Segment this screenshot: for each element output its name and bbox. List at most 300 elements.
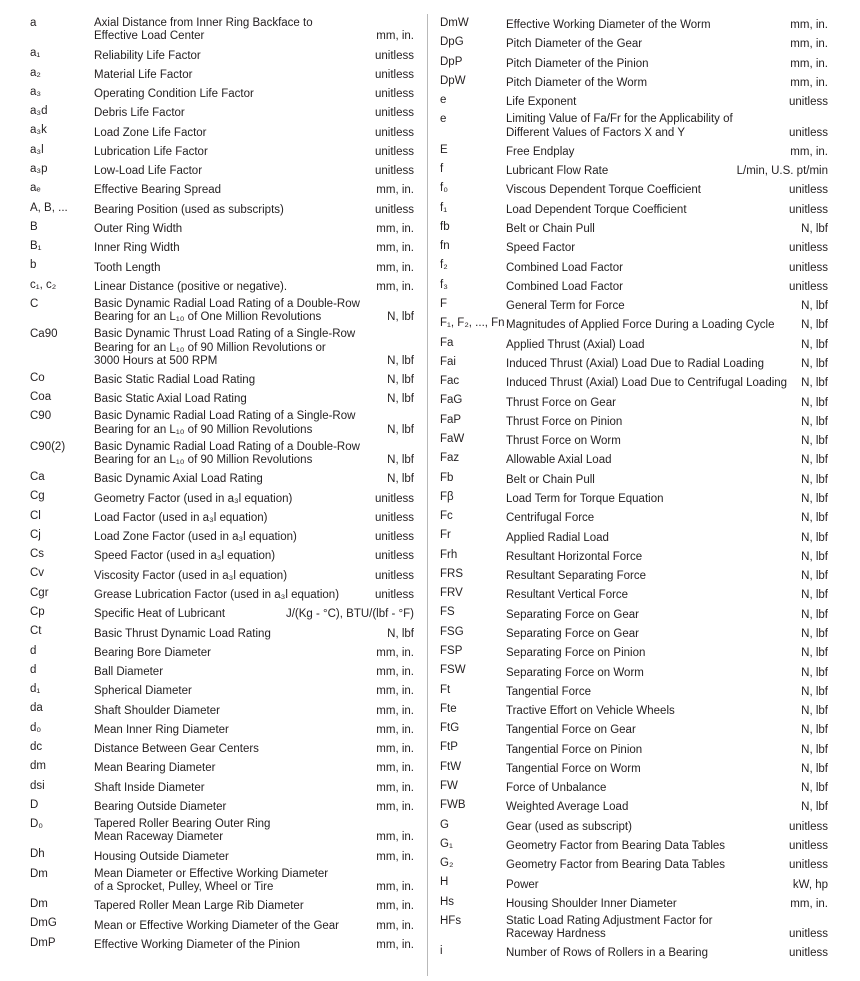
description: Lubrication Life Factor bbox=[94, 145, 208, 158]
nomenclature-row bbox=[440, 491, 828, 510]
symbol: D₀ bbox=[30, 818, 44, 831]
unit: N, lbf bbox=[801, 550, 828, 563]
unit: N, lbf bbox=[801, 377, 828, 390]
description: Housing Shoulder Inner Diameter bbox=[506, 897, 677, 910]
symbol: dc bbox=[30, 741, 43, 754]
description: Magnitudes of Applied Force During a Loading Cycle bbox=[506, 319, 775, 332]
unit: unitless bbox=[375, 203, 414, 216]
nomenclature-row bbox=[30, 702, 414, 721]
description: Basic Dynamic Radial Load Rating of a Double-Row Bearing for an L₁₀ of One Million Revolutions bbox=[94, 297, 360, 324]
description: Housing Outside Diameter bbox=[94, 850, 229, 863]
nomenclature-row bbox=[30, 567, 414, 586]
nomenclature-row bbox=[440, 780, 828, 799]
nomenclature-row bbox=[440, 741, 828, 760]
unit: unitless bbox=[789, 820, 828, 833]
symbol: f₃ bbox=[440, 278, 448, 291]
symbol: da bbox=[30, 702, 43, 715]
nomenclature-row bbox=[440, 568, 828, 587]
description: Effective Working Diameter of the Worm bbox=[506, 19, 711, 32]
description: Tooth Length bbox=[94, 261, 161, 274]
description: Gear (used as subscript) bbox=[506, 820, 632, 833]
unit: N, lbf bbox=[801, 705, 828, 718]
description: Combined Load Factor bbox=[506, 280, 623, 293]
symbol: f₀ bbox=[440, 182, 448, 195]
description: Induced Thrust (Axial) Load Due to Centrifugal Loading bbox=[506, 377, 788, 390]
symbol: FtP bbox=[440, 741, 458, 754]
unit: N, lbf bbox=[801, 666, 828, 679]
nomenclature-row bbox=[440, 645, 828, 664]
unit: mm, in. bbox=[790, 145, 828, 158]
symbol: FSP bbox=[440, 645, 463, 658]
description: Static Load Rating Adjustment Factor for Raceway Hardness bbox=[506, 914, 713, 941]
description: Power bbox=[506, 878, 539, 891]
description: Speed Factor bbox=[506, 242, 576, 255]
unit: N, lbf bbox=[387, 393, 414, 406]
symbol: FtW bbox=[440, 760, 462, 773]
description: Load Zone Factor (used in a₃l equation) bbox=[94, 531, 297, 544]
description: Low-Load Life Factor bbox=[94, 165, 203, 178]
nomenclature-row bbox=[30, 144, 414, 163]
nomenclature-row bbox=[440, 761, 828, 780]
unit: unitless bbox=[375, 107, 414, 120]
symbol: Cj bbox=[30, 528, 41, 541]
symbol: DmG bbox=[30, 917, 57, 930]
symbol: Cg bbox=[30, 490, 45, 503]
unit: unitless bbox=[789, 242, 828, 255]
symbol: FaW bbox=[440, 432, 465, 445]
description: Force of Unbalance bbox=[506, 782, 607, 795]
unit: N, lbf bbox=[387, 354, 414, 367]
symbol: d bbox=[30, 663, 37, 676]
nomenclature-row bbox=[30, 664, 414, 683]
symbol: FSG bbox=[440, 625, 464, 638]
symbol: DpP bbox=[440, 55, 463, 68]
symbol: Fai bbox=[440, 355, 456, 368]
description: Axial Distance from Inner Ring Backface to Effective Load Center bbox=[94, 17, 313, 43]
symbol: D bbox=[30, 798, 39, 811]
symbol: d bbox=[30, 644, 37, 657]
nomenclature-row bbox=[30, 124, 414, 143]
description: Inner Ring Width bbox=[94, 242, 180, 255]
unit: mm, in. bbox=[376, 919, 414, 932]
unit: N, lbf bbox=[801, 589, 828, 602]
nomenclature-row bbox=[440, 337, 828, 356]
nomenclature-row bbox=[30, 410, 414, 440]
unit: N, lbf bbox=[801, 570, 828, 583]
nomenclature-row bbox=[30, 917, 414, 936]
nomenclature-row bbox=[440, 414, 828, 433]
nomenclature-row bbox=[30, 645, 414, 664]
unit: unitless bbox=[375, 492, 414, 505]
symbol: Frh bbox=[440, 548, 458, 561]
description: Induced Thrust (Axial) Load Due to Radial Loading bbox=[506, 358, 765, 370]
description: Resultant Vertical Force bbox=[506, 589, 629, 602]
nomenclature-row bbox=[440, 915, 828, 945]
nomenclature-row bbox=[440, 664, 828, 683]
unit: unitless bbox=[789, 859, 828, 872]
description: Tapered Roller Mean Large Rib Diameter bbox=[94, 900, 304, 913]
unit: N, lbf bbox=[387, 473, 414, 486]
description: Viscosity Factor (used in a₃l equation) bbox=[94, 569, 288, 582]
description: Linear Distance (positive or negative). bbox=[94, 280, 288, 293]
description: Reliability Life Factor bbox=[94, 49, 201, 62]
description: Geometry Factor (used in a₃l equation) bbox=[94, 492, 293, 505]
unit: mm, in. bbox=[790, 57, 828, 70]
nomenclature-row bbox=[440, 472, 828, 491]
nomenclature-row bbox=[30, 47, 414, 66]
nomenclature-row bbox=[30, 471, 414, 490]
nomenclature-row bbox=[30, 17, 414, 47]
description: Pitch Diameter of the Worm bbox=[506, 77, 648, 90]
unit: mm, in. bbox=[376, 781, 414, 794]
description: Speed Factor (used in a₃l equation) bbox=[94, 550, 276, 563]
description: Applied Thrust (Axial) Load bbox=[506, 338, 645, 351]
description: Belt or Chain Pull bbox=[506, 223, 595, 236]
symbol: FSW bbox=[440, 664, 466, 677]
symbol: A, B, ... bbox=[30, 201, 68, 214]
description: Effective Bearing Spread bbox=[94, 184, 222, 197]
unit: mm, in. bbox=[790, 77, 828, 90]
symbol: HFs bbox=[440, 914, 462, 927]
description: Debris Life Factor bbox=[94, 107, 185, 120]
nomenclature-row bbox=[30, 722, 414, 741]
unit: N, lbf bbox=[387, 453, 414, 466]
description: Tangential Force bbox=[506, 685, 592, 698]
symbol: Ft bbox=[440, 683, 451, 696]
description: Basic Dynamic Thrust Load Rating of a Single-Row Bearing for an L₁₀ of 90 Million Revolutions or 3000 Hours at 500 RPM bbox=[94, 328, 356, 367]
nomenclature-row bbox=[30, 780, 414, 799]
nomenclature-row bbox=[440, 394, 828, 413]
symbol: DmP bbox=[30, 936, 56, 949]
nomenclature-row bbox=[30, 760, 414, 779]
description: Tapered Roller Bearing Outer Ring Mean Raceway Diameter bbox=[94, 818, 271, 844]
symbol: e bbox=[440, 113, 447, 126]
unit: N, lbf bbox=[801, 358, 828, 370]
nomenclature-row bbox=[440, 240, 828, 259]
symbol: d₁ bbox=[30, 683, 41, 696]
unit: mm, in. bbox=[376, 743, 414, 756]
nomenclature-row bbox=[30, 683, 414, 702]
description: Separating Force on Pinion bbox=[506, 647, 646, 660]
nomenclature-row bbox=[440, 703, 828, 722]
nomenclature-row bbox=[440, 317, 828, 336]
nomenclature-row bbox=[30, 937, 414, 956]
nomenclature-row bbox=[440, 684, 828, 703]
unit: unitless bbox=[789, 280, 828, 293]
unit: N, lbf bbox=[801, 223, 828, 236]
nomenclature-row bbox=[440, 17, 828, 36]
description: Pitch Diameter of the Pinion bbox=[506, 57, 649, 70]
unit: mm, in. bbox=[376, 184, 414, 197]
symbol: Fte bbox=[440, 702, 457, 715]
symbol: a₂ bbox=[30, 66, 41, 79]
symbol: Fb bbox=[440, 471, 454, 484]
description: Thrust Force on Pinion bbox=[506, 415, 623, 428]
description: Bearing Bore Diameter bbox=[94, 646, 211, 659]
unit: unitless bbox=[375, 569, 414, 582]
unit: N, lbf bbox=[801, 300, 828, 313]
symbol: Cgr bbox=[30, 586, 49, 599]
nomenclature-row bbox=[440, 75, 828, 94]
unit: mm, in. bbox=[376, 704, 414, 717]
nomenclature-row bbox=[440, 356, 828, 375]
unit: unitless bbox=[789, 840, 828, 853]
description: Basic Static Radial Load Rating bbox=[94, 374, 256, 387]
unit: mm, in. bbox=[376, 280, 414, 293]
symbol: DpG bbox=[440, 36, 464, 49]
symbol: f₁ bbox=[440, 201, 448, 214]
description: Load Factor (used in a₃l equation) bbox=[94, 511, 268, 524]
symbol: Hs bbox=[440, 895, 455, 908]
unit: N, lbf bbox=[387, 627, 414, 640]
unit: mm, in. bbox=[376, 831, 414, 844]
description: Basic Dynamic Axial Load Rating bbox=[94, 473, 263, 486]
unit: mm, in. bbox=[376, 242, 414, 255]
description: Bearing Outside Diameter bbox=[94, 801, 227, 814]
unit: mm, in. bbox=[376, 261, 414, 274]
description: Tractive Effort on Vehicle Wheels bbox=[506, 705, 675, 718]
symbol: i bbox=[440, 945, 443, 958]
symbol: Co bbox=[30, 371, 45, 384]
nomenclature-row bbox=[440, 259, 828, 278]
symbol: Dh bbox=[30, 848, 45, 861]
description: Mean Diameter or Effective Working Diameter of a Sprocket, Pulley, Wheel or Tire bbox=[94, 867, 329, 893]
symbol: fb bbox=[440, 220, 450, 233]
description: Shaft Inside Diameter bbox=[94, 781, 205, 794]
description: Limiting Value of Fa/Fr for the Applicability of Different Values of Factors X and Y bbox=[506, 113, 733, 139]
nomenclature-row bbox=[30, 202, 414, 221]
description: Mean Bearing Diameter bbox=[94, 762, 216, 775]
symbol: C90(2) bbox=[30, 440, 66, 453]
nomenclature-row bbox=[30, 259, 414, 278]
nomenclature-row bbox=[440, 94, 828, 113]
unit: N, lbf bbox=[801, 647, 828, 660]
nomenclature-row bbox=[30, 529, 414, 548]
nomenclature-row bbox=[440, 279, 828, 298]
nomenclature-row bbox=[30, 372, 414, 391]
description: Applied Radial Load bbox=[506, 531, 609, 544]
description: Thrust Force on Worm bbox=[506, 435, 621, 448]
nomenclature-row bbox=[440, 549, 828, 568]
description: General Term for Force bbox=[506, 300, 625, 313]
symbol: F bbox=[440, 297, 448, 310]
symbol: F₁, F₂, ..., Fn bbox=[440, 317, 505, 330]
nomenclature-row bbox=[440, 626, 828, 645]
unit: N, lbf bbox=[801, 685, 828, 698]
nomenclature-row bbox=[30, 182, 414, 201]
nomenclature-row bbox=[30, 86, 414, 105]
unit: N, lbf bbox=[801, 724, 828, 737]
description: Resultant Separating Force bbox=[506, 570, 646, 583]
symbol: a₃d bbox=[30, 105, 48, 118]
nomenclature-row bbox=[30, 441, 414, 471]
description: Tangential Force on Gear bbox=[506, 724, 636, 737]
description: Outer Ring Width bbox=[94, 223, 183, 236]
symbol: c₁, c₂ bbox=[30, 278, 57, 291]
nomenclature-row bbox=[440, 510, 828, 529]
unit: N, lbf bbox=[387, 423, 414, 436]
unit: N, lbf bbox=[801, 531, 828, 544]
description: Belt or Chain Pull bbox=[506, 473, 595, 486]
symbol: FWB bbox=[440, 799, 466, 812]
unit: mm, in. bbox=[790, 897, 828, 910]
symbol: Dm bbox=[30, 898, 48, 911]
left-column bbox=[30, 17, 414, 956]
unit: mm, in. bbox=[790, 19, 828, 32]
symbol: B₁ bbox=[30, 240, 42, 253]
symbol: G₂ bbox=[440, 857, 454, 870]
nomenclature-row bbox=[30, 240, 414, 259]
description: Separating Force on Gear bbox=[506, 608, 639, 621]
description: Number of Rows of Rollers in a Bearing bbox=[506, 947, 708, 960]
nomenclature-row bbox=[440, 722, 828, 741]
description: Bearing Position (used as subscripts) bbox=[94, 203, 284, 216]
unit: unitless bbox=[789, 261, 828, 274]
description: Geometry Factor from Bearing Data Tables bbox=[506, 859, 726, 872]
nomenclature-row bbox=[440, 452, 828, 471]
unit: N, lbf bbox=[801, 782, 828, 795]
unit: mm, in. bbox=[376, 880, 414, 893]
unit: N, lbf bbox=[801, 338, 828, 351]
unit: mm, in. bbox=[376, 801, 414, 814]
unit: N, lbf bbox=[801, 319, 828, 332]
symbol: FRV bbox=[440, 587, 463, 600]
description: Shaft Shoulder Diameter bbox=[94, 704, 220, 717]
description: Load Zone Life Factor bbox=[94, 126, 207, 139]
symbol: FRS bbox=[440, 567, 463, 580]
unit: N, lbf bbox=[801, 435, 828, 448]
symbol: Cv bbox=[30, 567, 45, 580]
symbol: FaP bbox=[440, 413, 462, 426]
description: Mean or Effective Working Diameter of the Gear bbox=[94, 919, 340, 932]
description: Mean Inner Ring Diameter bbox=[94, 723, 229, 736]
description: Combined Load Factor bbox=[506, 261, 623, 274]
nomenclature-row bbox=[30, 587, 414, 606]
description: Basic Dynamic Radial Load Rating of a Double-Row Bearing for an L₁₀ of 90 Million Revolutions bbox=[94, 440, 360, 466]
unit: unitless bbox=[375, 49, 414, 62]
symbol: H bbox=[440, 876, 449, 889]
description: Basic Dynamic Radial Load Rating of a Single-Row Bearing for an L₁₀ of 90 Million Revolutions bbox=[94, 410, 356, 436]
symbol: Fa bbox=[440, 336, 454, 349]
description: Load Dependent Torque Coefficient bbox=[506, 203, 687, 216]
description: Basic Static Axial Load Rating bbox=[94, 393, 247, 406]
description: Pitch Diameter of the Gear bbox=[506, 38, 643, 51]
symbol: E bbox=[440, 143, 448, 156]
nomenclature-row bbox=[440, 144, 828, 163]
nomenclature-row bbox=[440, 857, 828, 876]
symbol: Ca bbox=[30, 471, 45, 484]
description: Viscous Dependent Torque Coefficient bbox=[506, 184, 701, 197]
symbol: f₂ bbox=[440, 259, 448, 272]
nomenclature-row bbox=[440, 375, 828, 394]
nomenclature-row bbox=[30, 490, 414, 509]
column-divider bbox=[427, 14, 428, 976]
nomenclature-row bbox=[440, 36, 828, 55]
unit: mm, in. bbox=[376, 723, 414, 736]
nomenclature-row bbox=[30, 741, 414, 760]
symbol: Faz bbox=[440, 452, 460, 465]
symbol: FS bbox=[440, 606, 455, 619]
nomenclature-row bbox=[30, 67, 414, 86]
description: Spherical Diameter bbox=[94, 685, 192, 698]
symbol: Fc bbox=[440, 510, 453, 523]
unit: mm, in. bbox=[376, 646, 414, 659]
unit: mm, in. bbox=[376, 762, 414, 775]
unit: unitless bbox=[789, 203, 828, 216]
unit: N, lbf bbox=[387, 374, 414, 387]
unit: unitless bbox=[375, 531, 414, 544]
symbol: fn bbox=[440, 240, 450, 253]
description: Tangential Force on Worm bbox=[506, 762, 641, 775]
unit: N, lbf bbox=[801, 627, 828, 640]
nomenclature-row bbox=[30, 548, 414, 567]
symbol: Fβ bbox=[440, 490, 454, 503]
symbol: a₃p bbox=[30, 163, 48, 176]
unit: N, lbf bbox=[801, 762, 828, 775]
nomenclature-row bbox=[440, 221, 828, 240]
nomenclature-row bbox=[30, 606, 414, 625]
symbol: a₁ bbox=[30, 47, 41, 60]
nomenclature-row bbox=[440, 56, 828, 75]
symbol: a₃k bbox=[30, 124, 47, 137]
unit: N, lbf bbox=[801, 801, 828, 814]
unit: N, lbf bbox=[801, 743, 828, 756]
description: Resultant Horizontal Force bbox=[506, 550, 643, 563]
unit: mm, in. bbox=[376, 30, 414, 43]
unit: unitless bbox=[375, 145, 414, 158]
unit: unitless bbox=[789, 184, 828, 197]
description: Effective Working Diameter of the Pinion bbox=[94, 938, 301, 951]
description: Weighted Average Load bbox=[506, 801, 629, 814]
description: Separating Force on Gear bbox=[506, 627, 639, 640]
symbol: G bbox=[440, 818, 449, 831]
unit: N, lbf bbox=[387, 311, 414, 324]
symbol: Ct bbox=[30, 625, 42, 638]
unit: N, lbf bbox=[801, 396, 828, 409]
symbol: C90 bbox=[30, 410, 52, 423]
nomenclature-row bbox=[440, 606, 828, 625]
symbol: Cp bbox=[30, 606, 45, 619]
description: Separating Force on Worm bbox=[506, 666, 644, 679]
symbol: dsi bbox=[30, 779, 45, 792]
symbol: G₁ bbox=[440, 837, 453, 850]
unit: unitless bbox=[375, 511, 414, 524]
unit: N, lbf bbox=[801, 512, 828, 525]
unit: N, lbf bbox=[801, 608, 828, 621]
nomenclature-row bbox=[30, 799, 414, 818]
symbol: Fr bbox=[440, 529, 451, 542]
unit: mm, in. bbox=[376, 850, 414, 863]
symbol: Ca90 bbox=[30, 328, 58, 341]
unit: unitless bbox=[375, 126, 414, 139]
symbol: a₃ bbox=[30, 85, 42, 98]
symbol: FtG bbox=[440, 722, 460, 735]
unit: mm, in. bbox=[376, 223, 414, 236]
unit: N, lbf bbox=[801, 454, 828, 467]
symbol: DpW bbox=[440, 74, 466, 87]
nomenclature-row bbox=[30, 510, 414, 529]
unit: unitless bbox=[375, 550, 414, 563]
symbol: a₃l bbox=[30, 143, 44, 156]
description: Specific Heat of Lubricant bbox=[94, 608, 226, 621]
nomenclature-row bbox=[440, 819, 828, 838]
unit: unitless bbox=[375, 88, 414, 101]
symbol: dm bbox=[30, 760, 46, 773]
nomenclature-row bbox=[440, 433, 828, 452]
nomenclature-row bbox=[30, 625, 414, 644]
description: Centrifugal Force bbox=[506, 512, 595, 525]
unit: mm, in. bbox=[790, 38, 828, 51]
